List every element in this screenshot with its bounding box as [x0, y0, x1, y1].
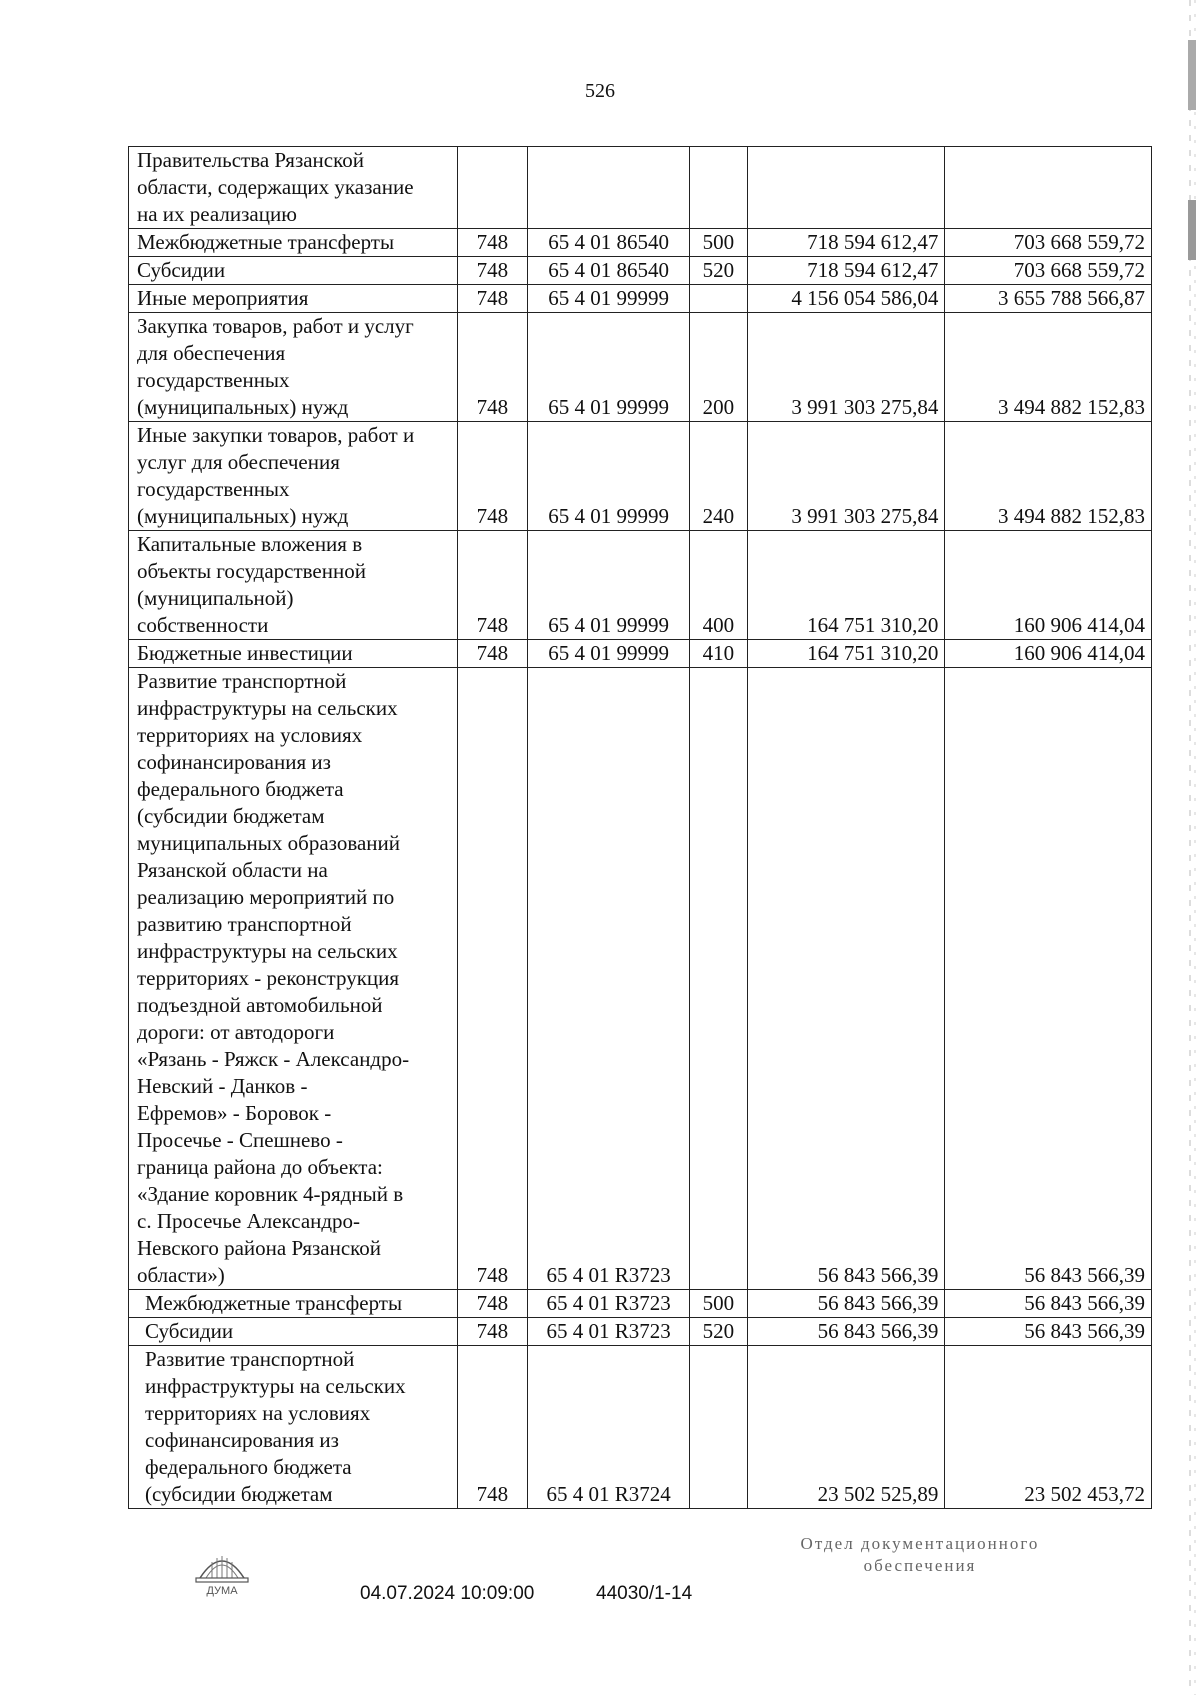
row-name-line: инфраструктуры на сельских — [137, 939, 398, 963]
amount-planned-cell: 3 991 303 275,84 — [747, 313, 945, 422]
stamp-line-1: Отдел документационного — [800, 1534, 1040, 1553]
row-name-line: на их реализацию — [137, 202, 297, 226]
duma-emblem-icon — [186, 1538, 258, 1600]
grbs-cell: 748 — [457, 285, 527, 313]
row-name-line: инфраструктуры на сельских — [145, 1374, 406, 1398]
amount-planned-cell: 4 156 054 586,04 — [747, 285, 945, 313]
grbs-cell: 748 — [457, 668, 527, 1290]
row-name-line: объекты государственной — [137, 559, 366, 583]
row-name-line: муниципальных образований — [137, 831, 400, 855]
row-name-line: (субсидии бюджетам — [137, 804, 325, 828]
grbs-cell: 748 — [457, 257, 527, 285]
row-name-line: реализацию мероприятий по — [137, 885, 395, 909]
amount-executed-cell: 23 502 453,72 — [945, 1346, 1152, 1509]
row-name-line: (муниципальной) — [137, 586, 294, 610]
grbs-cell: 748 — [457, 1346, 527, 1509]
target-article-cell: 65 4 01 99999 — [528, 640, 690, 668]
row-name-line: территориях на условиях — [137, 723, 363, 747]
expense-type-cell — [690, 285, 747, 313]
row-name-line: федерального бюджета — [137, 777, 344, 801]
table-row — [129, 313, 1152, 422]
row-name-cell — [129, 229, 458, 257]
expense-type-cell: 500 — [690, 1290, 747, 1318]
target-article-cell: 65 4 01 R3723 — [528, 1290, 690, 1318]
target-article-cell: 65 4 01 86540 — [528, 229, 690, 257]
amount-executed-cell: 160 906 414,04 — [945, 531, 1152, 640]
amount-planned-cell: 56 843 566,39 — [747, 668, 945, 1290]
row-name-line: для обеспечения — [137, 341, 286, 365]
row-name-cell — [129, 640, 458, 668]
row-name-line: инфраструктуры на сельских — [137, 696, 398, 720]
grbs-cell: 748 — [457, 1318, 527, 1346]
row-name-cell — [129, 1318, 458, 1346]
page-number: 526 — [585, 80, 615, 102]
amount-executed-cell: 56 843 566,39 — [945, 1290, 1152, 1318]
row-name-line: (субсидии бюджетам — [145, 1482, 333, 1506]
row-name-line: территориях - реконструкция — [137, 966, 400, 990]
row-name-line: Правительства Рязанской — [137, 148, 364, 172]
table-body — [129, 147, 1152, 1509]
row-name-line: софинансирования из — [137, 750, 331, 774]
row-name-line: (муниципальных) нужд — [137, 504, 349, 528]
grbs-cell: 748 — [457, 640, 527, 668]
row-name-cell — [129, 531, 458, 640]
stamp-line-2: обеспечения — [863, 1556, 977, 1575]
row-name-line: услуг для обеспечения — [137, 450, 340, 474]
table-row — [129, 257, 1152, 285]
row-name-line: территориях на условиях — [145, 1401, 371, 1425]
amount-executed-cell — [945, 147, 1152, 229]
target-article-cell: 65 4 01 99999 — [528, 285, 690, 313]
row-name-line: собственности — [137, 613, 269, 637]
expense-type-cell — [690, 668, 747, 1290]
row-name-cell — [129, 285, 458, 313]
row-name-cell — [129, 422, 458, 531]
amount-planned-cell: 718 594 612,47 — [747, 229, 945, 257]
footer-reg-number: 44030/1-14 — [596, 1583, 693, 1604]
amount-executed-cell: 703 668 559,72 — [945, 229, 1152, 257]
amount-executed-cell: 3 494 882 152,83 — [945, 422, 1152, 531]
table-row — [129, 668, 1152, 1290]
grbs-cell: 748 — [457, 313, 527, 422]
table-row — [129, 1346, 1152, 1509]
row-name-line: Субсидии — [145, 1319, 234, 1343]
row-name-line: Невского района Рязанской — [137, 1236, 382, 1260]
row-name-line: «Рязань - Ряжск - Александро- — [137, 1047, 410, 1071]
amount-executed-cell: 703 668 559,72 — [945, 257, 1152, 285]
table-row — [129, 285, 1152, 313]
row-name-line: Развитие транспортной — [137, 669, 347, 693]
footer-datetime: 04.07.2024 10:09:00 — [360, 1583, 535, 1604]
expense-type-cell: 410 — [690, 640, 747, 668]
row-name-line: с. Просечье Александро- — [137, 1209, 361, 1233]
target-article-cell: 65 4 01 99999 — [528, 531, 690, 640]
row-name-cell — [129, 668, 458, 1290]
amount-planned-cell — [747, 147, 945, 229]
target-article-cell: 65 4 01 R3724 — [528, 1346, 690, 1509]
row-name-line: (муниципальных) нужд — [137, 395, 349, 419]
row-name-cell — [129, 1290, 458, 1318]
row-name-line: софинансирования из — [145, 1428, 339, 1452]
row-name-line: Развитие транспортной — [145, 1347, 355, 1371]
row-name-cell — [129, 1346, 458, 1509]
row-name-line: Закупка товаров, работ и услуг — [137, 314, 414, 338]
amount-planned-cell: 56 843 566,39 — [747, 1290, 945, 1318]
row-name-line: области») — [137, 1263, 225, 1287]
scan-edge-decoration — [1186, 0, 1200, 1695]
row-name-line: Ефремов» - Боровок - — [137, 1101, 332, 1125]
target-article-cell: 65 4 01 R3723 — [528, 668, 690, 1290]
grbs-cell: 748 — [457, 422, 527, 531]
target-article-cell: 65 4 01 99999 — [528, 422, 690, 531]
department-stamp — [770, 1533, 1070, 1577]
expense-type-cell: 240 — [690, 422, 747, 531]
expense-type-cell — [690, 147, 747, 229]
table-row — [129, 640, 1152, 668]
row-name-line: развитию транспортной — [137, 912, 352, 936]
row-name-line: «Здание коровник 4-рядный в — [137, 1182, 404, 1206]
row-name-line: Просечье - Спешнево - — [137, 1128, 343, 1152]
row-name-line: Иные мероприятия — [137, 286, 309, 310]
row-name-line: подъездной автомобильной — [137, 993, 383, 1017]
amount-executed-cell: 3 655 788 566,87 — [945, 285, 1152, 313]
row-name-line: Межбюджетные трансферты — [137, 230, 395, 254]
expense-type-cell: 500 — [690, 229, 747, 257]
budget-table — [128, 146, 1152, 1509]
row-name-line: Рязанской области на — [137, 858, 328, 882]
table-row — [129, 229, 1152, 257]
amount-planned-cell: 3 991 303 275,84 — [747, 422, 945, 531]
row-name-line: Межбюджетные трансферты — [145, 1291, 403, 1315]
row-name-line: Иные закупки товаров, работ и — [137, 423, 415, 447]
amount-executed-cell: 3 494 882 152,83 — [945, 313, 1152, 422]
amount-executed-cell: 160 906 414,04 — [945, 640, 1152, 668]
amount-executed-cell: 56 843 566,39 — [945, 668, 1152, 1290]
table-row — [129, 1318, 1152, 1346]
amount-planned-cell: 718 594 612,47 — [747, 257, 945, 285]
expense-type-cell: 400 — [690, 531, 747, 640]
grbs-cell: 748 — [457, 1290, 527, 1318]
amount-planned-cell: 164 751 310,20 — [747, 531, 945, 640]
row-name-cell — [129, 313, 458, 422]
amount-executed-cell: 56 843 566,39 — [945, 1318, 1152, 1346]
target-article-cell — [528, 147, 690, 229]
row-name-line: Бюджетные инвестиции — [137, 641, 353, 665]
target-article-cell: 65 4 01 86540 — [528, 257, 690, 285]
table-row — [129, 147, 1152, 229]
expense-type-cell: 520 — [690, 1318, 747, 1346]
amount-planned-cell: 56 843 566,39 — [747, 1318, 945, 1346]
row-name-cell — [129, 147, 458, 229]
amount-planned-cell: 164 751 310,20 — [747, 640, 945, 668]
emblem-text: ДУМА — [206, 1585, 238, 1597]
table-row — [129, 1290, 1152, 1318]
grbs-cell: 748 — [457, 531, 527, 640]
row-name-line: области, содержащих указание — [137, 175, 414, 199]
row-name-line: Невский - Данков - — [137, 1074, 308, 1098]
row-name-line: государственных — [137, 477, 290, 501]
row-name-cell — [129, 257, 458, 285]
row-name-line: федерального бюджета — [145, 1455, 352, 1479]
expense-type-cell: 200 — [690, 313, 747, 422]
grbs-cell: 748 — [457, 229, 527, 257]
target-article-cell: 65 4 01 99999 — [528, 313, 690, 422]
row-name-line: граница района до объекта: — [137, 1155, 383, 1179]
expense-type-cell — [690, 1346, 747, 1509]
table-row — [129, 531, 1152, 640]
target-article-cell: 65 4 01 R3723 — [528, 1318, 690, 1346]
row-name-line: государственных — [137, 368, 290, 392]
row-name-line: дороги: от автодороги — [137, 1020, 335, 1044]
row-name-line: Капитальные вложения в — [137, 532, 363, 556]
amount-planned-cell: 23 502 525,89 — [747, 1346, 945, 1509]
row-name-line: Субсидии — [137, 258, 226, 282]
expense-type-cell: 520 — [690, 257, 747, 285]
grbs-cell — [457, 147, 527, 229]
table-row — [129, 422, 1152, 531]
